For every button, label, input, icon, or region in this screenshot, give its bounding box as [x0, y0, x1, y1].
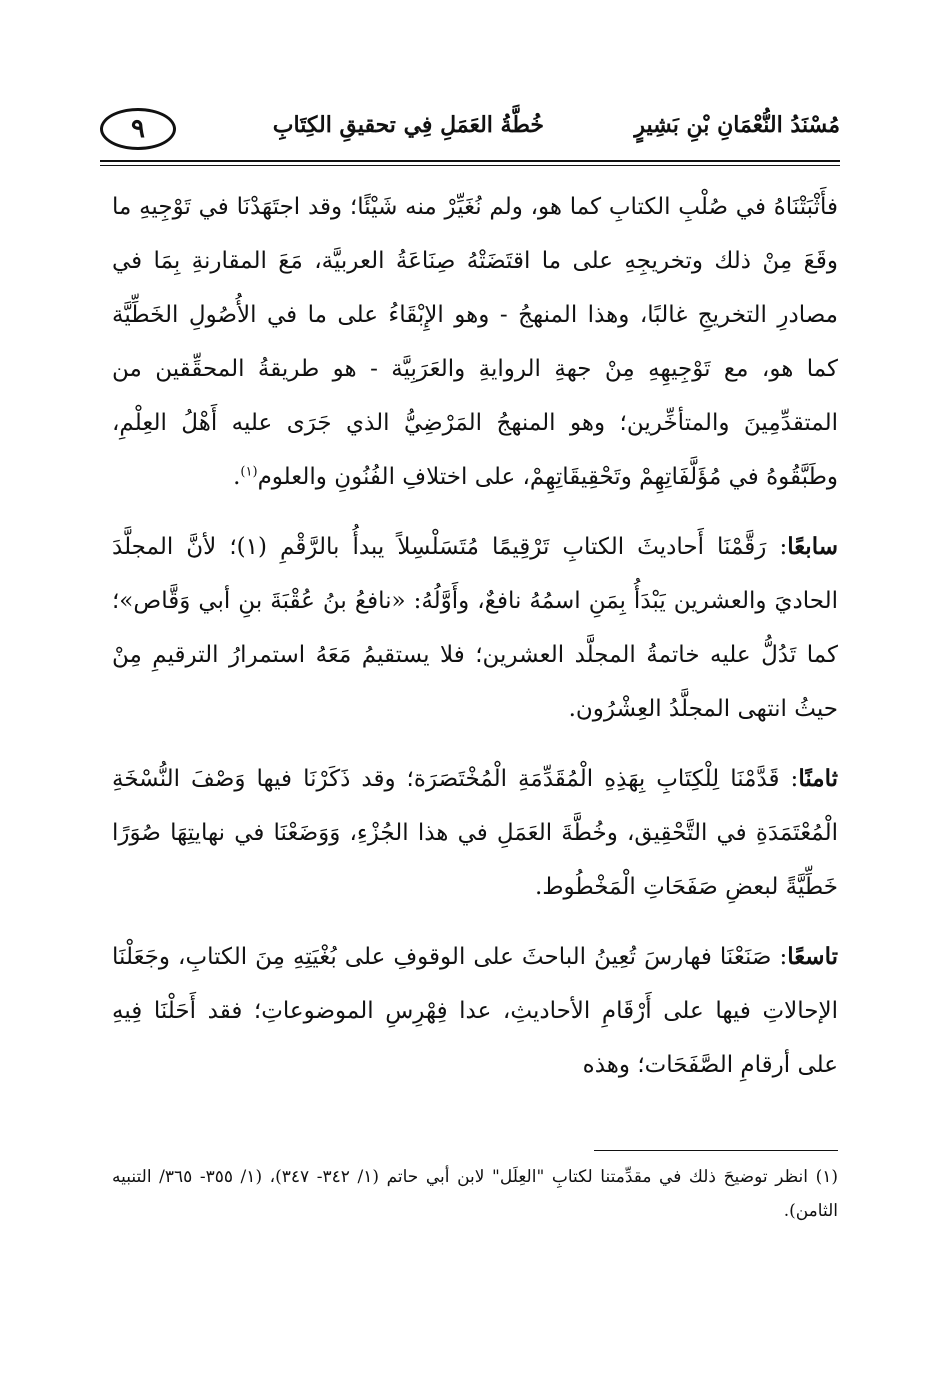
paragraph-4-lead: تاسعًا	[787, 943, 838, 970]
footnote-ref-1: (١)	[240, 464, 258, 480]
section-title: خُطَّةُ العَمَلِ فِي تحقيقِ الكِتَابِ	[272, 112, 544, 138]
paragraph-1: فأَثْبَتْنَاهُ في صُلْبِ الكتابِ كما هو، ولم نُغَيِّرْ منه شَيْئًا؛ وقد اجتَهَدْنَا في تَوْجِيهِ ما وقَعَ مِنْ ذلك وتخريجِهِ على ما اقتَضَتْهُ صِنَاعَةُ العربيَّة، مَعَ المقارنةِ بِمَا في مصادرِ التخريجِ غالبًا، وهذا المنهجُ - وهو الإِبْقَاءُ على ما في الأُصُولِ الخَطِّيَّة كما هو، مع تَوْجِيهِهِ مِنْ جهةِ الروايةِ والعَرَبِيَّة - هو طريقةُ المحقِّقين من المتقدِّمِينَ والمتأخِّرين؛ وهو المنهجُ المَرْضِيُّ الذي جَرَى عليه أَهْلُ العِلْمِ، وطَبَّقُوهُ في مُؤَلَّفَاتِهِمْ وتَحْقِيقَاتِهِمْ، على اختلافِ الفُنُونِ والعلوم$^{(١)}$.	[112, 194, 838, 490]
book-title: مُسْنَدُ النُّعْمَانِ بْنِ بَشِيرٍ	[634, 112, 840, 138]
paragraph-2-lead: سابعًا	[787, 533, 838, 560]
running-header	[100, 106, 840, 158]
page-number: ٩	[131, 114, 145, 144]
paragraph-2: سابعًا: رَقَّمْنَا أَحاديثَ الكتابِ تَرْقِيمًا مُتَسَلْسِلاً يبدأُ بالرَّقْمِ (١)؛ لأنَّ المجلَّدَ الحاديَ والعشرين يَبْدَأُ بِمَنِ اسمُهُ نافعٌ، وأَوَّلُهُ: «نافعُ بنُ عُقْبَةَ بنِ أبي وَقَّاص»؛ كما تَدُلُّ عليه خاتمةُ المجلَّد العشرين؛ فلا يستقيمُ مَعَهُ استمرارُ الترقيمِ مِنْ حيثُ انتهى المجلَّدُ العِشْرُون.	[112, 533, 838, 722]
header-divider-thin	[100, 165, 840, 166]
paragraph-3: ثامنًا: قَدَّمْنَا لِلْكِتَابِ بِهَذِهِ الْمُقَدِّمَةِ الْمُخْتَصَرَة؛ وقد ذَكَرْنَا فيها وَصْفَ النُّسْخَةِ الْمُعْتَمَدَةِ في التَّحْقِيق، وخُطَّةَ العَمَلِ في هذا الجُزْءِ، وَوَضَعْنَا في نهايتِهَا صُوَرًا خَطِّيَّةً لبعضِ صَفَحَاتِ الْمَخْطُوط.	[112, 765, 838, 900]
paragraph-3-lead: ثامنًا	[798, 765, 838, 792]
footnote-divider	[594, 1150, 838, 1151]
page-number-badge	[100, 108, 176, 150]
footnotes	[112, 1160, 838, 1228]
paragraph-4: تاسعًا: صَنَعْنَا فهارسَ تُعِينُ الباحثَ على الوقوفِ على بُغْيَتِهِ مِنَ الكتابِ، وجَعَلْنَا الإحالاتِ فيها على أَرْقَامِ الأحاديثِ، عدا فِهْرِسِ الموضوعاتِ؛ فقد أَحَلْنَا فِيهِ على أرقامِ الصَّفَحَات؛ وهذه	[112, 943, 838, 1078]
footnote-1: (١) انظر توضيحَ ذلك في مقدِّمتنا لكتابِ "العِلَل" لابن أبي حاتم (١/ ٣٤٢- ٣٤٧)، (١/ ٣٥٥- ٣٦٥/ التنبيه الثامن).	[112, 1167, 838, 1221]
header-divider	[100, 160, 840, 162]
main-text	[112, 180, 838, 1108]
